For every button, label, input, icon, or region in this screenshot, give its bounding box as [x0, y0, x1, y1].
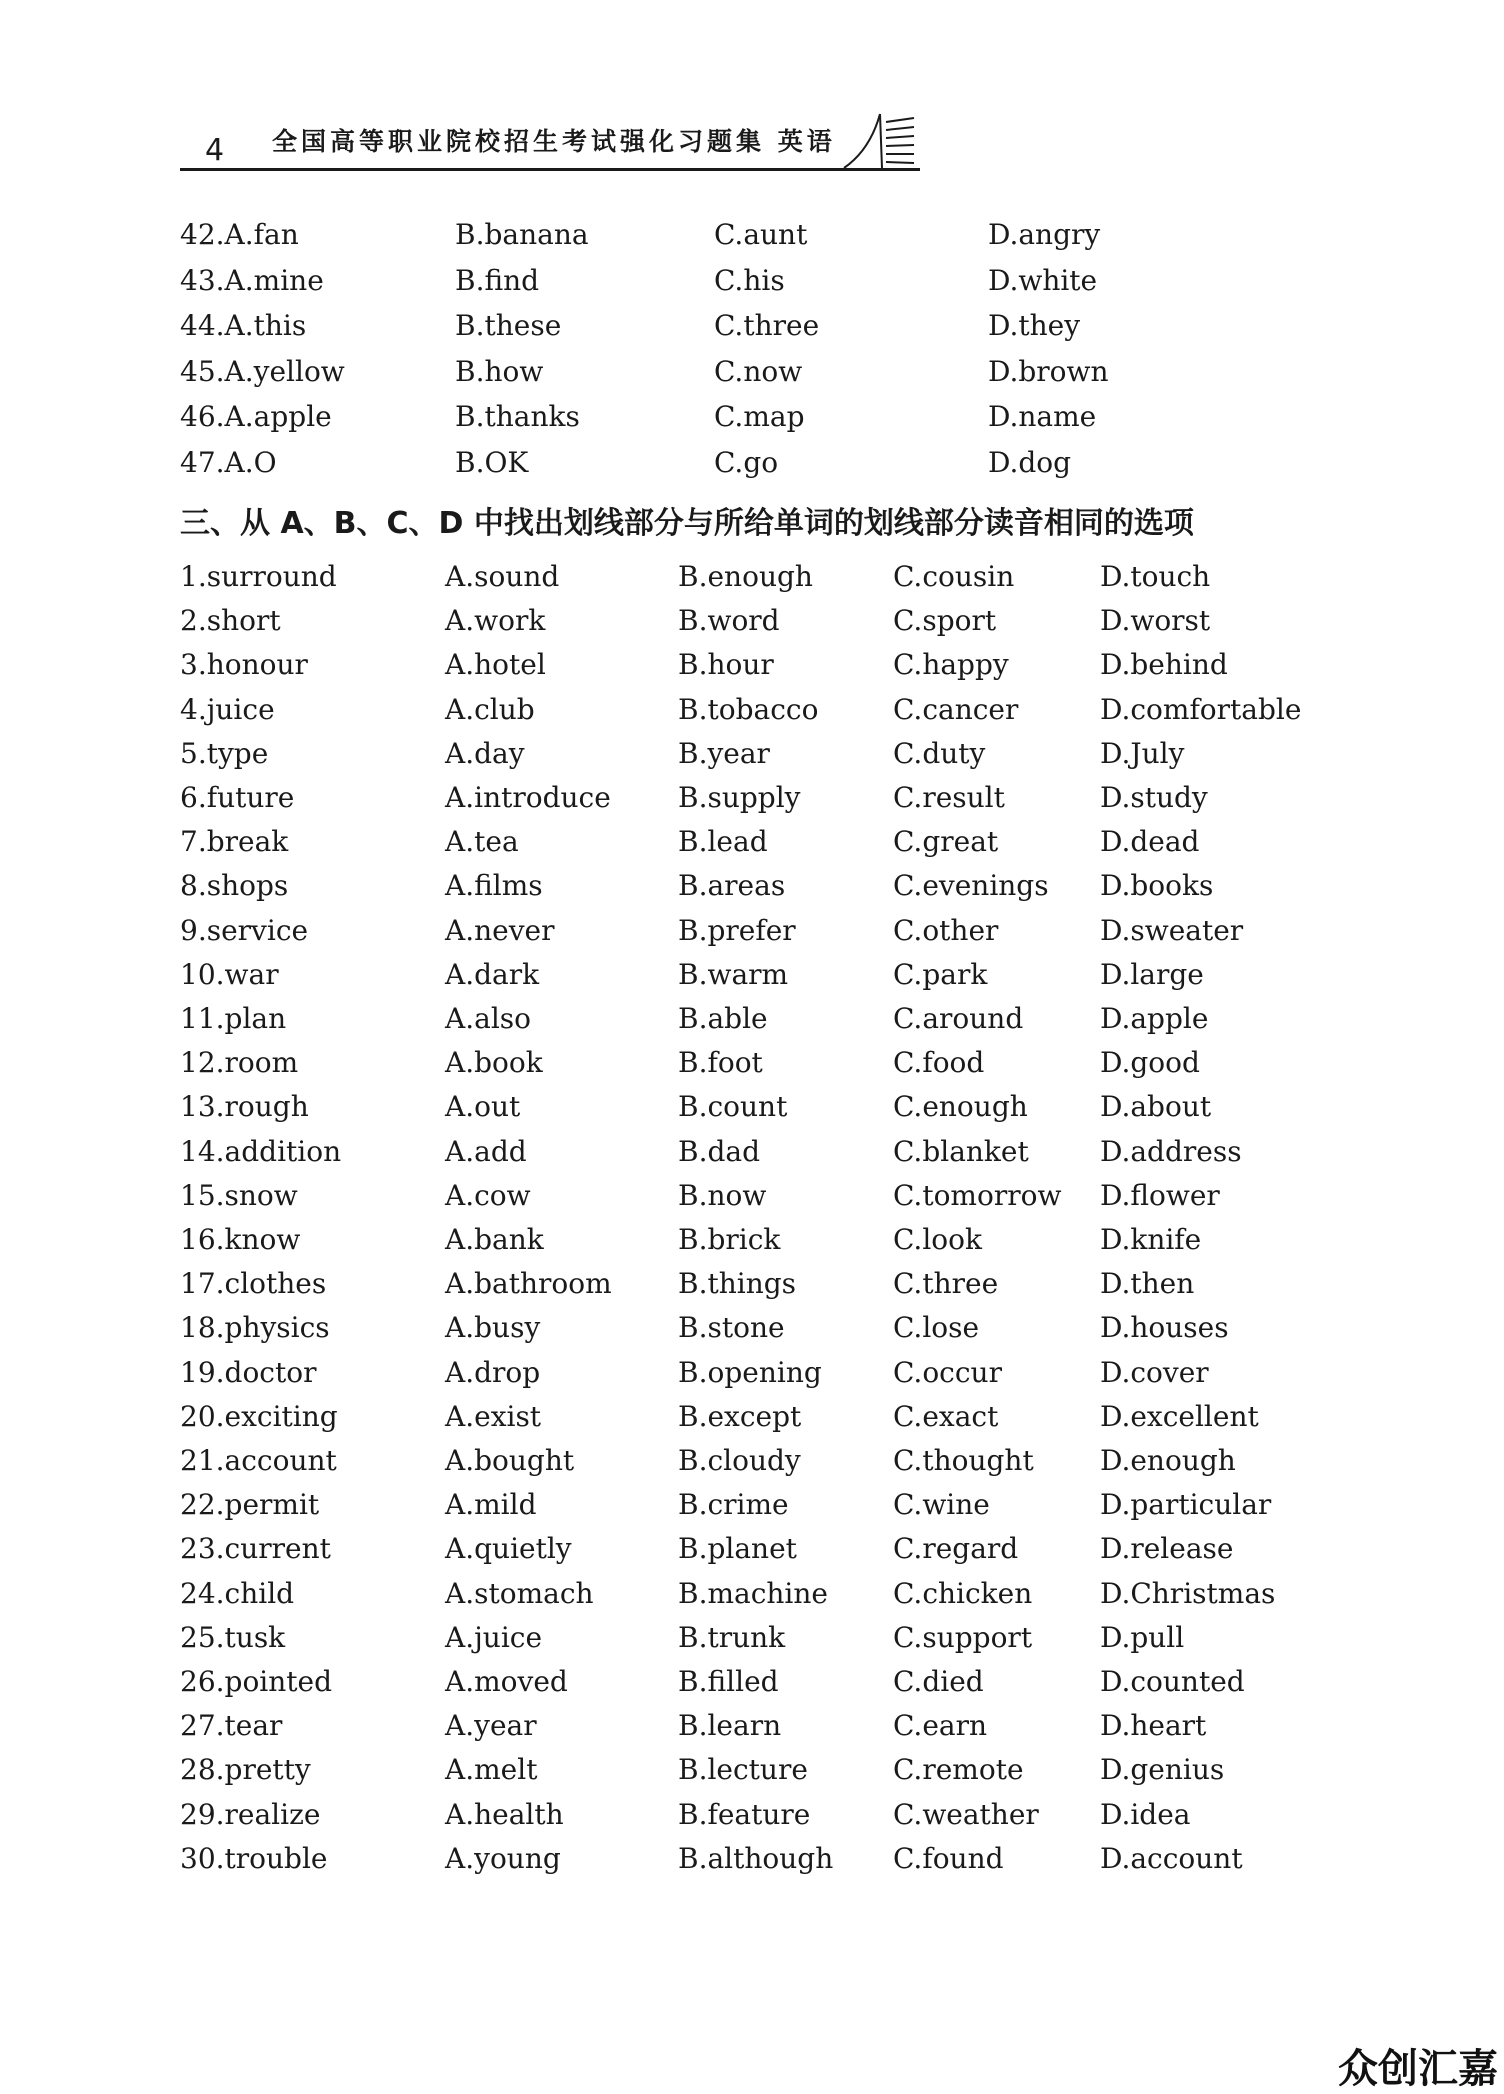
option-item: A.work: [445, 604, 546, 638]
header-rule: [180, 168, 920, 171]
option-item: D.study: [1100, 781, 1208, 814]
option-item: A.club: [445, 692, 535, 726]
option-item: D.knife: [1100, 1223, 1202, 1256]
question-item: 13.rough: [180, 1090, 309, 1124]
option-item: B.crime: [678, 1488, 789, 1522]
option-item: C.cousin: [893, 560, 1015, 593]
option-item: B.able: [678, 1002, 768, 1035]
question-item: 5.type: [180, 736, 269, 770]
question-item: 46.A.apple: [180, 400, 332, 434]
question-item: 28.pretty: [180, 1753, 311, 1787]
option-item: A.moved: [445, 1665, 568, 1698]
watermark: 众创汇嘉: [1338, 2046, 1498, 2092]
option-item: D.books: [1100, 869, 1214, 903]
question-item: 47.A.O: [180, 446, 277, 479]
option-item: C.blanket: [893, 1134, 1029, 1168]
option-item: C.sport: [893, 604, 997, 638]
question-item: 15.snow: [180, 1178, 298, 1212]
option-item: B.these: [455, 309, 562, 343]
option-item: A.out: [445, 1090, 521, 1124]
question-item: 21.account: [180, 1444, 337, 1477]
option-item: A.introduce: [445, 781, 611, 814]
option-item: C.happy: [893, 648, 1009, 682]
question-item: 14.addition: [180, 1134, 342, 1168]
book-pages-icon: [840, 110, 920, 172]
question-item: 6.future: [180, 781, 295, 814]
option-item: D.large: [1100, 957, 1204, 991]
question-item: 45.A.yellow: [180, 354, 345, 388]
option-item: A.add: [445, 1134, 527, 1168]
option-item: B.stone: [678, 1311, 785, 1345]
question-item: 19.doctor: [180, 1355, 317, 1389]
option-item: A.dark: [445, 957, 540, 991]
option-item: A.mild: [445, 1488, 537, 1522]
section3-title: 三、从 A、B、C、D 中找出划线部分与所给单词的划线部分读音相同的选项: [180, 506, 1194, 541]
option-item: B.find: [455, 263, 540, 297]
option-item: C.his: [714, 263, 785, 297]
option-item: D.genius: [1100, 1753, 1225, 1787]
question-item: 17.clothes: [180, 1267, 327, 1301]
option-item: D.particular: [1100, 1488, 1272, 1522]
option-item: B.supply: [678, 781, 801, 814]
option-item: B.count: [678, 1090, 788, 1124]
question-item: 18.physics: [180, 1311, 330, 1345]
option-item: D.heart: [1100, 1709, 1207, 1743]
option-item: C.three: [714, 309, 820, 343]
question-item: 3.honour: [180, 648, 308, 682]
question-item: 29.realize: [180, 1797, 321, 1831]
option-item: C.thought: [893, 1444, 1034, 1477]
option-item: C.earn: [893, 1709, 988, 1743]
option-item: D.excellent: [1100, 1399, 1259, 1433]
option-item: C.wine: [893, 1488, 990, 1522]
option-item: B.warm: [678, 957, 789, 991]
option-item: C.go: [714, 446, 779, 479]
option-item: C.support: [893, 1620, 1033, 1654]
option-item: D.they: [988, 309, 1081, 343]
question-item: 44.A.this: [180, 309, 307, 343]
option-item: D.then: [1100, 1267, 1195, 1301]
option-item: C.great: [893, 825, 999, 859]
option-item: C.result: [893, 781, 1005, 814]
option-item: B.OK: [455, 446, 529, 479]
question-item: 26.pointed: [180, 1665, 333, 1698]
option-item: C.park: [893, 957, 988, 991]
option-item: B.planet: [678, 1532, 797, 1566]
option-item: A.films: [445, 869, 543, 903]
option-item: B.now: [678, 1178, 767, 1212]
option-item: C.around: [893, 1002, 1024, 1035]
question-item: 4.juice: [180, 692, 275, 726]
option-item: A.health: [445, 1797, 564, 1831]
book-title: 全国高等职业院校招生考试强化习题集 英语: [272, 127, 836, 156]
option-item: C.cancer: [893, 692, 1019, 726]
option-item: C.now: [714, 354, 803, 388]
option-item: A.never: [445, 913, 555, 947]
option-item: B.word: [678, 604, 780, 638]
option-item: C.remote: [893, 1753, 1024, 1787]
option-item: C.aunt: [714, 218, 808, 251]
option-item: B.dad: [678, 1134, 761, 1168]
question-item: 42.A.fan: [180, 218, 299, 251]
option-item: C.look: [893, 1223, 982, 1256]
option-item: D.touch: [1100, 560, 1211, 593]
option-item: A.cow: [445, 1178, 531, 1212]
option-item: D.enough: [1100, 1444, 1236, 1477]
option-item: C.regard: [893, 1532, 1019, 1566]
question-item: 10.war: [180, 957, 279, 991]
question-item: 12.room: [180, 1046, 299, 1080]
option-item: A.busy: [445, 1311, 541, 1345]
option-item: A.hotel: [445, 648, 546, 682]
question-item: 43.A.mine: [180, 263, 324, 297]
option-item: C.three: [893, 1267, 999, 1301]
option-item: D.cover: [1100, 1355, 1209, 1389]
option-item: B.learn: [678, 1709, 782, 1743]
option-item: B.tobacco: [678, 692, 819, 726]
option-item: B.enough: [678, 560, 813, 593]
option-item: B.trunk: [678, 1620, 786, 1654]
option-item: D.account: [1100, 1841, 1243, 1875]
option-item: A.exist: [445, 1399, 542, 1433]
question-item: 30.trouble: [180, 1841, 328, 1875]
option-item: C.other: [893, 913, 999, 947]
option-item: B.lead: [678, 825, 768, 859]
option-item: D.angry: [988, 218, 1101, 251]
option-item: C.weather: [893, 1797, 1039, 1831]
option-item: B.how: [455, 354, 544, 388]
option-item: D.Christmas: [1100, 1576, 1276, 1610]
option-item: A.also: [445, 1002, 531, 1035]
option-item: D.comfortable: [1100, 692, 1302, 726]
option-item: D.sweater: [1100, 913, 1244, 947]
option-item: A.drop: [445, 1355, 541, 1389]
option-item: C.occur: [893, 1355, 1002, 1389]
option-item: A.young: [445, 1841, 561, 1875]
option-item: C.found: [893, 1841, 1004, 1875]
option-item: A.juice: [445, 1620, 543, 1654]
question-item: 11.plan: [180, 1002, 287, 1035]
option-item: C.enough: [893, 1090, 1028, 1124]
option-item: B.except: [678, 1399, 802, 1433]
option-item: D.dog: [988, 446, 1072, 479]
option-item: B.although: [678, 1841, 834, 1875]
option-item: D.name: [988, 400, 1097, 434]
option-item: B.feature: [678, 1797, 811, 1831]
question-item: 2.short: [180, 604, 281, 638]
option-item: D.about: [1100, 1090, 1212, 1124]
question-item: 22.permit: [180, 1488, 320, 1522]
question-item: 8.shops: [180, 869, 289, 903]
option-item: D.pull: [1100, 1620, 1185, 1654]
option-item: C.died: [893, 1665, 984, 1698]
option-item: A.stomach: [445, 1576, 594, 1610]
option-item: D.flower: [1100, 1178, 1220, 1212]
option-item: D.July: [1100, 736, 1185, 770]
option-item: D.idea: [1100, 1797, 1191, 1831]
option-item: C.food: [893, 1046, 985, 1080]
question-item: 24.child: [180, 1576, 295, 1610]
option-item: D.worst: [1100, 604, 1211, 638]
option-item: A.book: [445, 1046, 543, 1080]
page-header: [0, 0, 1504, 180]
option-item: B.prefer: [678, 913, 796, 947]
option-item: B.brick: [678, 1223, 781, 1256]
option-item: B.lecture: [678, 1753, 808, 1787]
option-item: B.year: [678, 736, 770, 770]
option-item: D.good: [1100, 1046, 1200, 1080]
option-item: D.dead: [1100, 825, 1200, 859]
option-item: C.duty: [893, 736, 986, 770]
option-item: A.sound: [445, 560, 560, 593]
option-item: B.opening: [678, 1355, 822, 1389]
question-item: 27.tear: [180, 1709, 283, 1743]
option-item: A.bought: [445, 1444, 575, 1477]
option-item: D.counted: [1100, 1665, 1245, 1698]
option-item: D.houses: [1100, 1311, 1229, 1345]
option-item: A.bathroom: [445, 1267, 612, 1301]
option-item: D.apple: [1100, 1002, 1209, 1035]
option-item: B.machine: [678, 1576, 828, 1610]
option-item: A.day: [445, 736, 525, 770]
option-item: A.quietly: [445, 1532, 572, 1566]
page-number: 4: [205, 133, 225, 168]
question-item: 23.current: [180, 1532, 331, 1566]
option-item: B.thanks: [455, 400, 580, 434]
option-item: B.hour: [678, 648, 774, 682]
option-item: C.exact: [893, 1399, 999, 1433]
option-item: A.melt: [445, 1753, 538, 1787]
question-item: 25.tusk: [180, 1620, 286, 1654]
option-item: D.white: [988, 263, 1098, 297]
option-item: A.tea: [445, 825, 519, 859]
question-item: 20.exciting: [180, 1399, 338, 1433]
option-item: A.bank: [445, 1223, 544, 1256]
question-item: 16.know: [180, 1223, 301, 1256]
option-item: B.foot: [678, 1046, 763, 1080]
question-item: 1.surround: [180, 560, 337, 593]
question-item: 7.break: [180, 825, 289, 859]
option-item: C.evenings: [893, 869, 1049, 903]
option-item: D.behind: [1100, 648, 1228, 682]
option-item: B.filled: [678, 1665, 779, 1698]
option-item: B.areas: [678, 869, 786, 903]
option-item: C.tomorrow: [893, 1178, 1062, 1212]
option-item: C.map: [714, 400, 805, 434]
option-item: D.brown: [988, 354, 1109, 388]
option-item: D.address: [1100, 1134, 1242, 1168]
option-item: D.release: [1100, 1532, 1234, 1566]
option-item: C.lose: [893, 1311, 980, 1345]
option-item: B.things: [678, 1267, 797, 1301]
question-item: 9.service: [180, 913, 309, 947]
option-item: C.chicken: [893, 1576, 1033, 1610]
option-item: B.banana: [455, 218, 589, 251]
option-item: A.year: [445, 1709, 537, 1743]
option-item: B.cloudy: [678, 1444, 801, 1477]
